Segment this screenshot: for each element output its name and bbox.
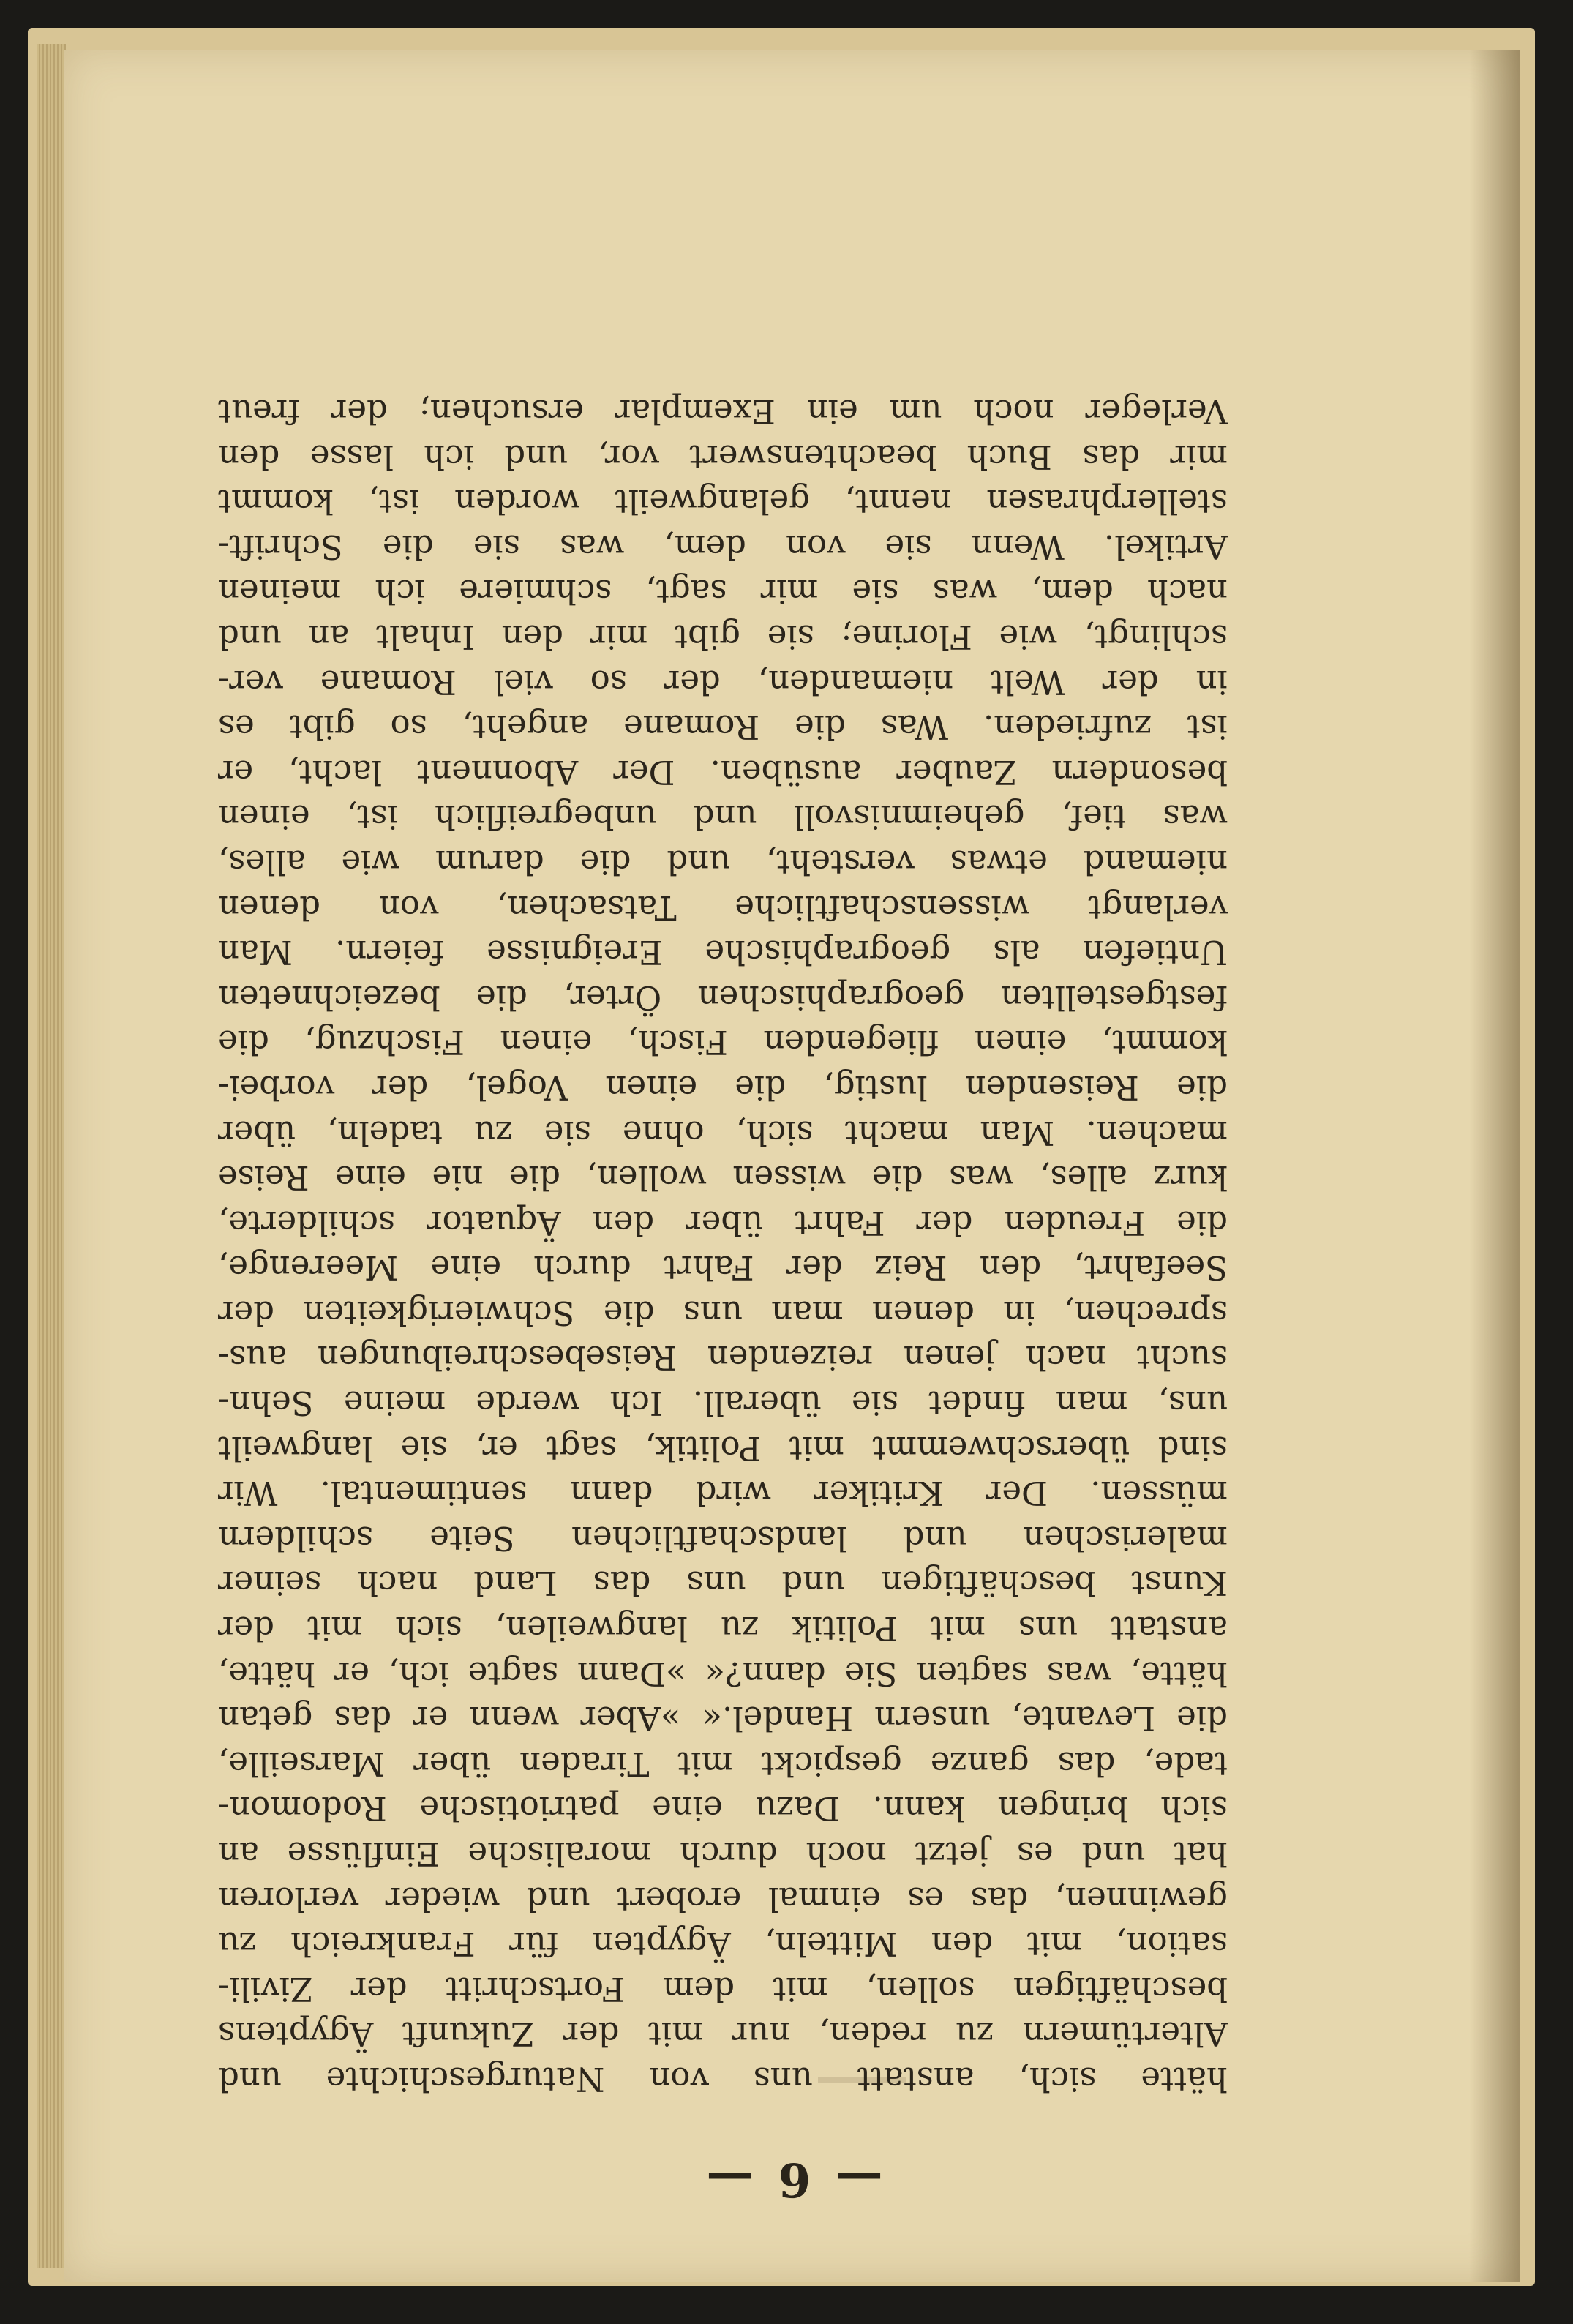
text-line: uns, man findet sie überall. Ich werde meine Sehn- <box>218 1384 1228 1423</box>
text-line: hätte, was sagten Sie dann?« »Dann sagte ich, er hätte, <box>218 1654 1228 1693</box>
text-line: Untiefen als geographische Ereignisse feiern. Man <box>218 933 1228 972</box>
text-line: müssen. Der Kritiker wird dann sentimental. Wir <box>218 1474 1228 1513</box>
text-line: sucht nach jenen reizenden Reisebeschreibungen aus- <box>218 1338 1228 1378</box>
text-line: die Reisenden lustig, die einen Vogel, der vorbei- <box>218 1068 1228 1107</box>
text-line: nach dem, was sie mir sagt, schmiere ich meinen <box>218 572 1228 612</box>
book-page <box>64 50 1520 2282</box>
text-line: kurz alles, was die wissen wollen, die nie eine Reise <box>218 1158 1228 1198</box>
text-line: gewinnen, das es einmal erobert und wieder verloren <box>218 1879 1228 1919</box>
text-line: anstatt uns mit Politik zu langweilen, sich mit der <box>218 1609 1228 1649</box>
text-line: Seefahrt, den Reiz der Fahrt durch eine Meerenge, <box>218 1248 1228 1288</box>
text-line: ist zufrieden. Was die Romane angeht, so gibt es <box>218 708 1228 747</box>
text-line: sation, mit den Mitteln, Ägypten für Frankreich zu <box>218 1924 1228 1964</box>
text-line: tade, das ganze gespickt mit Tiraden über Marseille, <box>218 1744 1228 1783</box>
page-edges <box>37 44 66 2268</box>
text-line: schlingt, wie Florine; sie gibt mir den Inhalt an und <box>218 618 1228 656</box>
text-line: kommt, einen fliegenden Fisch, einen Fischzug, die <box>218 1023 1228 1062</box>
text-line: was tief, geheimnisvoll und unbegreiflich ist, einen <box>218 798 1228 837</box>
text-line: besondern Zauber ausüben. Der Abonnent lacht, er <box>218 752 1228 792</box>
text-line: in der Welt niemanden, der so viel Romane ver- <box>218 662 1228 702</box>
text-line: Artikel. Wenn sie von dem, was sie die Schrift- <box>218 527 1228 566</box>
text-line: malerischen und landschaftlichen Seite schildern <box>218 1518 1228 1558</box>
text-line: festgestellten geographischen Örter, die bezeichneten <box>218 978 1228 1017</box>
text-line: Verleger noch um ein Exemplar ersuchen; der freut <box>218 392 1228 432</box>
text-line: beschäftigen sollen, mit dem Fortschritt der Zivili- <box>218 1969 1228 2009</box>
text-line: sich bringen kann. Dazu eine patriotische Rodomon- <box>218 1789 1228 1829</box>
text-line: hätte sich, anstatt uns von Naturgeschichte und <box>218 2060 1228 2099</box>
body-text <box>218 389 1228 2102</box>
text-line: niemand etwas versteht, und die darum wie alles, <box>218 842 1228 882</box>
text-line: verlangt wissenschaftliche Tatsachen, von denen <box>218 888 1228 927</box>
page-number: — 6 — <box>702 2152 883 2207</box>
rotated-page-content <box>64 50 1520 2282</box>
text-line: Kunst beschäftigen und uns das Land nach seiner <box>218 1564 1228 1603</box>
text-line: die Freuden der Fahrt über den Äquator schilderte, <box>218 1203 1228 1242</box>
text-line: mir das Buch beachtenswert vor, und ich lasse den <box>218 437 1228 476</box>
text-line: Altertümern zu reden, nur mit der Zukunft Ägyptens <box>218 2014 1228 2054</box>
text-line: hat und es jetzt noch durch moralische Einflüsse an <box>218 1834 1228 1874</box>
text-line: sprechen, in denen man uns die Schwierigkeiten der <box>218 1293 1228 1332</box>
text-line: die Levante, unsern Handel.« »Aber wenn er das getan <box>218 1699 1228 1739</box>
text-line: stellerphrasen nennt, gelangweilt worden ist, kommt <box>218 482 1228 522</box>
text-line: machen. Man macht sich, ohne sie zu tadeln, über <box>218 1113 1228 1152</box>
text-line: sind überschwemmt mit Politik, sagt er, sie langweilt <box>218 1428 1228 1468</box>
